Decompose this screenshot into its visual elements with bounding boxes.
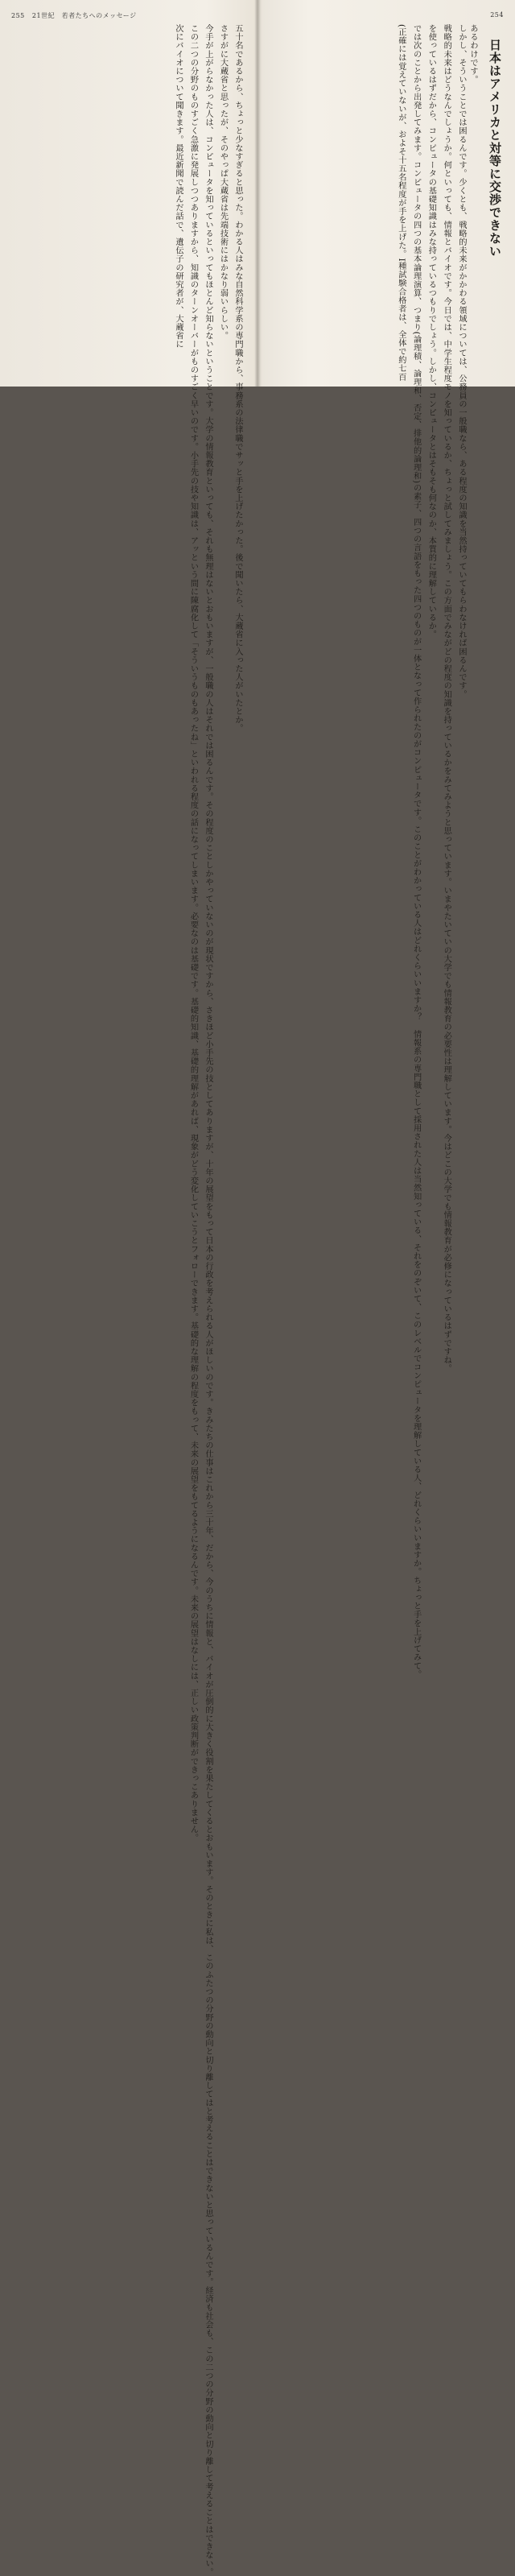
left-body-text: 五十名であるから、ちょっと少なすぎると思った。わかる人はみな自然科学系の専門職から、事務系の法律職でサッと手を上げたかった。後で聞いたら、大蔵省に入った人がいたとか。 さすがに大蔵省と思ったが、そのやっぱ大蔵省は先端技術にはかなり弱いらしい。 今手が上がらなかった人は、コンピュータを知っているといってもほとんど知らないということです。大学の情報教育といっても、それも無理はないとおもいますが、一般職の人はそれでは困るんです。その程度のことしかやっていないのが現状ですから、さきほど小手先の技としてありますが、十年の展望をもって日本の行政を考えられる人がほしいのです。きみたちの仕事はこれから三十年、だから、今のうちに情報と、バイオが圧倒的に大きく役割を果たしてくるとおもいます。そのときに私は、このふたつの分野の動向と切り離してはと考えることはできないと思っているんです。経済も社会も、この二つの分野の動向と切り離して考えることはできない。 この二つの分野のものすごく急激に発展しつつありますから、知識のターンオーバーがものすごく早いのです。小手先の技や知識は、アッという間に陳腐化して「そういうものもあったね」といわれる程度の話になってしまいます。必要なのは基礎です。基礎的知識、基礎的理解があれば、現象がどう変化していこうとフォローできます。基礎的な理解の程度をもって、未来の展望をもてるようになるんです。未来の展望はなしには、正しい政策判断ができっこありません。 次にバイオについて聞きます。最近新聞で読んだ話で、遺伝子の研究者が、大蔵省に (174, 24, 242, 2576)
left-page-number: 255 (11, 12, 25, 19)
section-heading: 日本はアメリカと対等に交渉できない (488, 39, 502, 258)
previous-paragraph-tail: あるわけです。 (468, 24, 477, 85)
left-page (0, 0, 256, 2576)
right-page (259, 0, 515, 1679)
right-body-text: しかし、そういうことでは困るんです。少くとも、戦略的未来がかかわる領域については、公務員の一般職なら、ある程度の知識を当然持っていてもらわなければ困るんです。 戦略的未来はどうなんでしょうか。何といっても、情報とバイオです。今日では、中学生程度モノを知っているか、ちょっと試してみましょう。この方面でみながどの程度の知識を持っているかをみてみようと思っています。いまやたいていの大学でも情報教育の必要性は理解しています。今はどこの大学でも情報教育が必修になっているはずですね。 を使っているはずだから、コンピュータの基礎知識はみな持っているつもりでしょう。しかし、コンピュータとはそもそも何なのか、本質的に理解しているか。 では次のことから出発してみます。コンピュータの四つの基本論理演算、つまり(論理積、論理和、否定、排他的論理和)の素子、四つの言語をもった四つのものが一体となって作られたのがコンピュータです。このことがわかっている人はどれくらいいますか？ 情報系の専門職として採用された人は当然知っている、それをのぞいて、このレベルでコンピュータを理解している人、どれくらいいますか。ちょっと手を上げてみて。 (正確には覚えていないが、およそ十五名程度が手を上げた。I種試験合格者は、全体で約七百 (396, 24, 466, 1679)
left-running-header (11, 11, 137, 20)
left-running-title: 21世紀 若者たちへのメッセージ (31, 12, 137, 19)
right-page-number: 254 (490, 11, 504, 19)
